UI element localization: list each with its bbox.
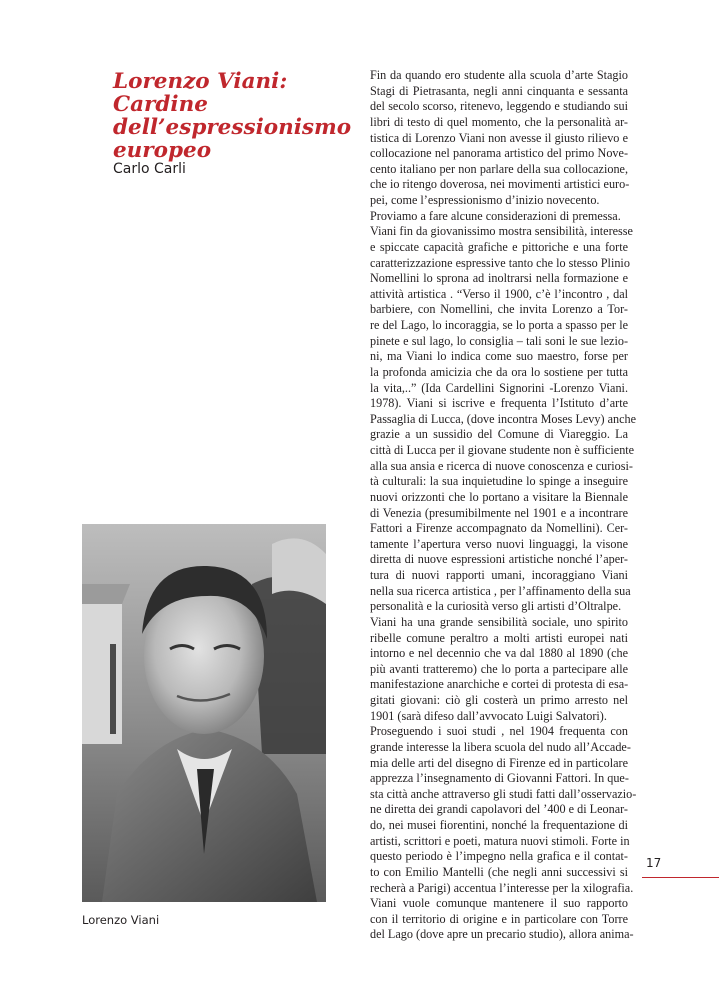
body-line: Passaglia di Lucca, (dove incontra Moses Levy) anche (370, 411, 637, 426)
body-line: Nomellini lo sprona ad inoltrarsi nella formazione e (370, 271, 628, 286)
body-line: pinete e sul lago, lo consiglia – tali soni le sue lezio- (370, 333, 628, 348)
portrait-photo (82, 524, 326, 902)
body-line: apprezza l’insegnamento di Giovanni Fattori. In que- (370, 771, 629, 786)
body-line: che io ritengo doverosa, nei movimenti artistici euro- (370, 177, 630, 192)
body-line: città di Lucca per il giovane studente non è sufficiente (370, 443, 635, 457)
body-line: più avanti tratteremo) che lo porta a partecipare alle (370, 661, 628, 676)
body-line: di Venezia (presumibilmente nel 1901 e a incontrare (370, 505, 628, 520)
body-line: nuovi orizzonti che lo portano a visitare la Biennale (370, 489, 628, 504)
body-line: Fattori a Firenze accompagnato da Nomellini). Cer- (370, 521, 628, 536)
body-line: tà culturali: la sua inquietudine lo spinge a inseguire (370, 474, 628, 489)
title-line: Cardine (113, 92, 208, 117)
article-title (113, 70, 353, 162)
body-line: 1978). Viani si iscrive e frequenta l’Istituto d’arte (370, 396, 628, 411)
body-line: mia delle arti del disegno di Firenze ed in particolare (370, 755, 628, 770)
body-line: intorno e nel decennio che va dal 1880 al 1890 (che (370, 646, 628, 661)
body-line: diretta di nuove espressioni artistiche nonché l’aper- (370, 552, 628, 567)
body-line: tamente l’apertura verso nuovi linguaggi, la visone (370, 536, 628, 551)
body-line: questo periodo è l’impegno nella grafica e il contat- (370, 849, 628, 864)
body-line: sta città anche attraverso gli studi fatti dall’osservazio- (370, 786, 637, 801)
body-line: del secolo scorso, ritenevo, leggendo e studiando sui (370, 99, 628, 114)
body-line: to con Emilio Mantelli (che negli anni successivi si (370, 864, 628, 879)
body-line: ni, ma Viani lo indica come suo maestro, forse per (370, 349, 628, 364)
body-line: personalità e la curiosità verso gli artisti d’Oltralpe. (370, 599, 622, 614)
body-line: caratterizzazione espressive tanto che lo stesso Plinio (370, 255, 630, 270)
body-line: la profonda amicizia che da ora lo sostiene per tutta (370, 364, 628, 379)
body-line: Viani ha una grande sensibilità sociale, uno spirito (370, 614, 628, 629)
page-number: 17 (646, 856, 662, 870)
body-line: tistica di Lorenzo Viani non avesse il giusto rilievo e (370, 130, 628, 145)
title-line: Lorenzo Viani: (113, 69, 288, 94)
body-line: pei, come l’espressionismo d’inizio novecento. (370, 193, 600, 207)
body-line: Viani fin da giovanissimo mostra sensibilità, interesse (370, 224, 633, 239)
body-line: Proseguendo i suoi studi , nel 1904 frequenta con (370, 724, 628, 739)
body-line: do, nei musei fiorentini, nonché la frequentazione di (370, 818, 628, 832)
photo-caption: Lorenzo Viani (82, 913, 160, 927)
body-line: Viani vuole comunque mantenere il suo rapporto (370, 896, 628, 911)
body-line: Stagi di Pietrasanta, negli anni cinquanta e sessanta (370, 83, 628, 98)
body-line: gitati giovani: ciò gli costerà un primo arresto nel (370, 693, 628, 707)
body-line: 1901 (sarà difeso dall’avvocato Luigi Salvatori). (370, 708, 607, 723)
body-line: grande interesse la libera scuola del nudo all’Accade- (370, 739, 631, 754)
title-line: dell’espressionismo (113, 115, 352, 140)
body-line: alla sua ansia e ricerca di nuove conoscenza e curiosi- (370, 458, 633, 473)
body-line: del Lago (dove apre un precario studio), allora anima- (370, 927, 634, 942)
body-line: e spiccate capacità grafiche e pittoriche e una forte (370, 239, 628, 254)
body-line: cento italiano per non parlare della sua collocazione, (370, 161, 628, 176)
body-line: artisti, scrittori e poeti, matura nuovi stimoli. Forte in (370, 833, 630, 848)
body-line: nella sua ricerca artistica , per l’affinamento della sua (370, 583, 631, 598)
body-line: libri di testo di quel momento, che la personalità ar- (370, 114, 628, 129)
body-line: la vita,..” (Ida Cardellini Signorini -Lorenzo Viani. (370, 380, 628, 395)
body-line: recherà a Parigi) accentua l’interesse per la xilografia. (370, 880, 634, 895)
title-line: europeo (113, 138, 212, 163)
body-line: Proviamo a fare alcune considerazioni di premessa. (370, 208, 621, 223)
body-line: grazie a un sussidio del Comune di Viareggio. La (370, 427, 628, 442)
body-line: attività artistica . “Verso il 1900, c’è l’incontro , dal (370, 286, 628, 301)
body-line: Fin da quando ero studente alla scuola d’arte Stagio (370, 68, 628, 82)
body-line: collocazione nel panorama artistico del primo Nove- (370, 146, 628, 161)
article-body (370, 68, 637, 943)
body-line: tura di nuovi rapporti umani, incoraggiano Viani (370, 568, 628, 582)
page-number-rule (642, 877, 719, 878)
author-name: Carlo Carli (113, 161, 186, 177)
body-line: re del Lago, lo incoraggia, se lo porta a spasso per le (370, 318, 628, 332)
body-line: barbiere, con Nomellini, che invita Lorenzo a Tor- (370, 302, 628, 317)
body-line: ne diretta dei grandi capolavori del ’400 e di Leonar- (370, 802, 628, 817)
body-line: con il territorio di origine e in particolare con Torre (370, 911, 628, 926)
body-line: ribelle comune peraltro a molti artisti europei nati (370, 630, 628, 645)
body-line: manifestazione anarchiche e cortei di protesta di esa- (370, 677, 629, 692)
